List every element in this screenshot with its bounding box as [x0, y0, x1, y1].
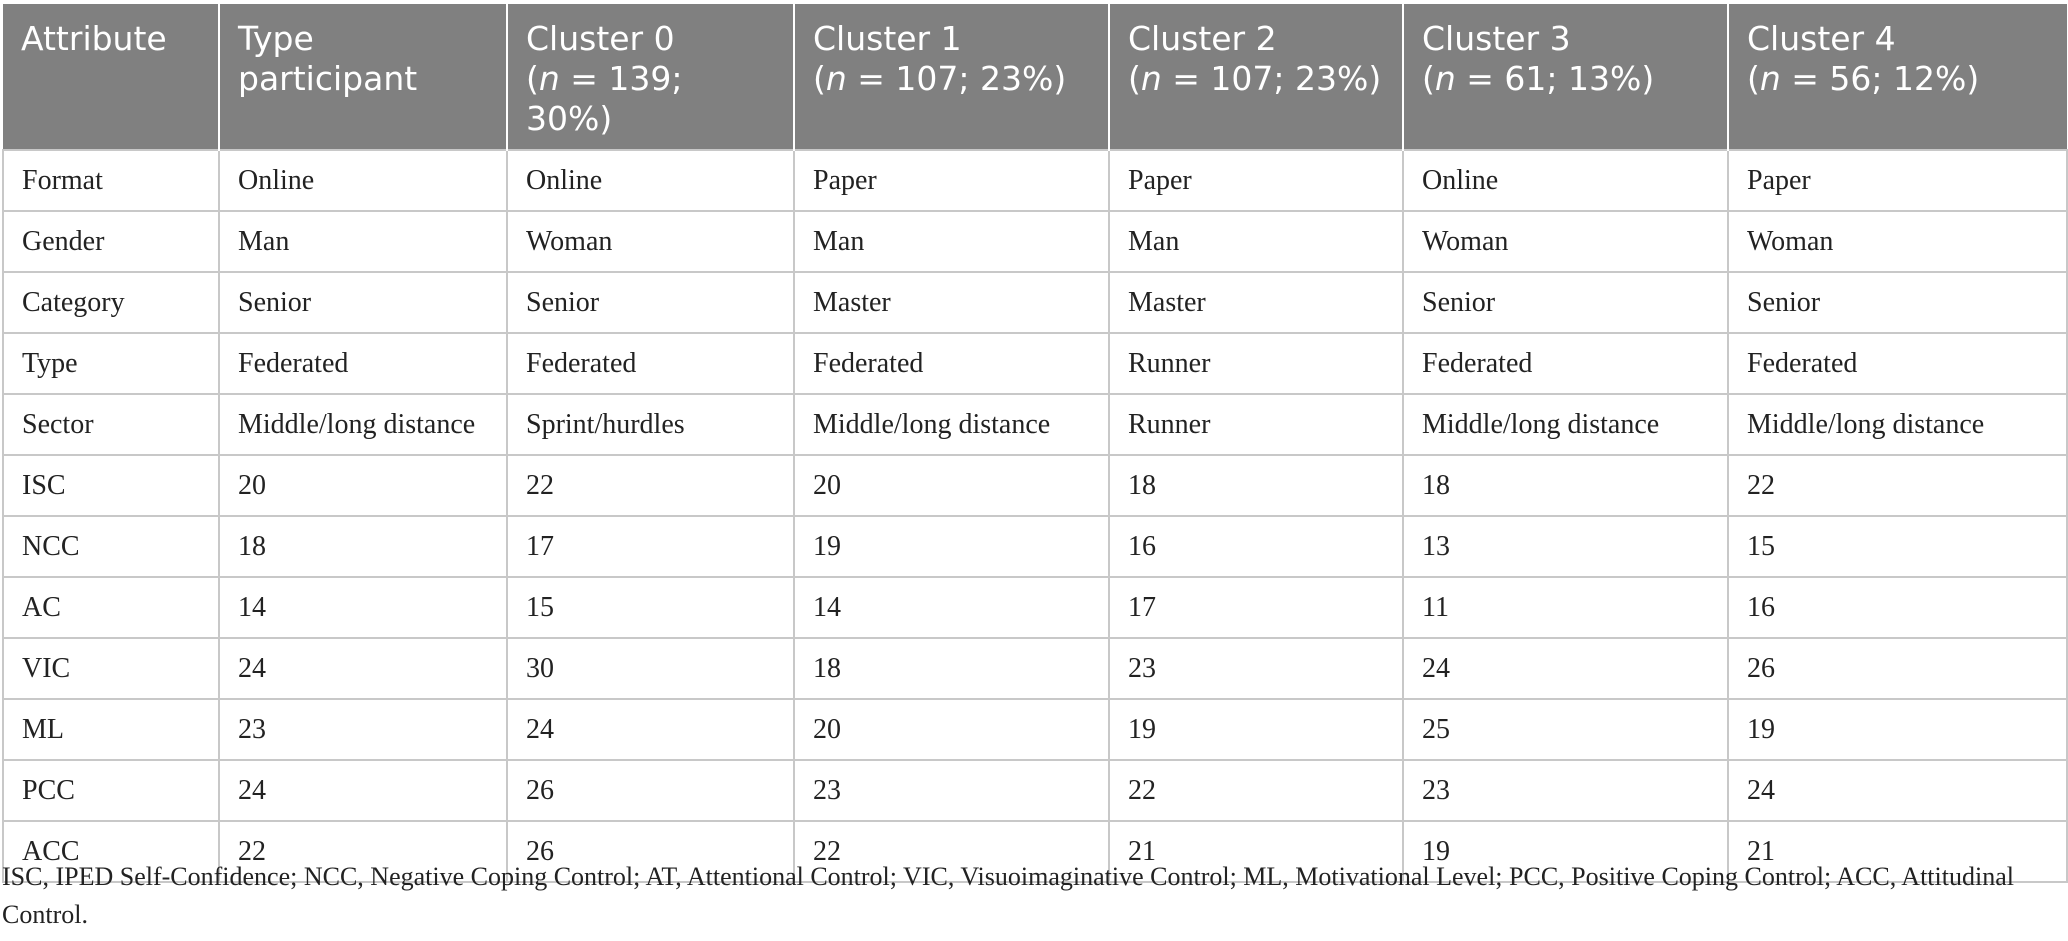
cluster-table-container: [2, 4, 2066, 883]
column-header-line2: (: [1747, 59, 1760, 98]
table-cell: Middle/long distance: [794, 394, 1109, 455]
column-header-line1: Attribute: [21, 19, 167, 58]
sample-size-symbol: n: [1759, 59, 1781, 98]
table-cell: Woman: [1728, 211, 2067, 272]
column-header: [1728, 4, 2067, 150]
table-cell: Woman: [507, 211, 794, 272]
table-row: [3, 394, 2067, 455]
table-cell: Senior: [219, 272, 507, 333]
table-cell: Senior: [1728, 272, 2067, 333]
table-cell: Federated: [1403, 333, 1728, 394]
table-cell: 14: [219, 577, 507, 638]
cluster-table: [2, 4, 2068, 883]
row-attribute-label: VIC: [3, 638, 219, 699]
table-cell: Middle/long distance: [1728, 394, 2067, 455]
table-cell: 24: [1728, 760, 2067, 821]
table-cell: 16: [1728, 577, 2067, 638]
table-header: [3, 4, 2067, 150]
column-header-line1: Cluster 4: [1747, 19, 1896, 58]
table-row: [3, 638, 2067, 699]
table-row: [3, 150, 2067, 211]
table-cell: 22: [794, 821, 1109, 882]
table-cell: 22: [1109, 760, 1403, 821]
table-cell: 14: [794, 577, 1109, 638]
column-header-line2: (: [813, 59, 826, 98]
row-attribute-label: ACC: [3, 821, 219, 882]
table-cell: 21: [1728, 821, 2067, 882]
table-row: [3, 577, 2067, 638]
row-attribute-label: Sector: [3, 394, 219, 455]
table-cell: Woman: [1403, 211, 1728, 272]
table-row: [3, 760, 2067, 821]
table-cell: 13: [1403, 516, 1728, 577]
table-cell: Man: [1109, 211, 1403, 272]
table-cell: 23: [1109, 638, 1403, 699]
table-cell: 24: [1403, 638, 1728, 699]
table-cell: 11: [1403, 577, 1728, 638]
table-cell: 18: [1403, 455, 1728, 516]
row-attribute-label: Format: [3, 150, 219, 211]
table-cell: 17: [1109, 577, 1403, 638]
header-row: [3, 4, 2067, 150]
column-header-line2: (: [1128, 59, 1141, 98]
table-cell: 24: [219, 638, 507, 699]
table-cell: 26: [507, 760, 794, 821]
row-attribute-label: NCC: [3, 516, 219, 577]
column-header: [219, 4, 507, 150]
table-cell: 19: [1109, 699, 1403, 760]
table-cell: 23: [1403, 760, 1728, 821]
table-cell: Paper: [1728, 150, 2067, 211]
table-cell: Man: [219, 211, 507, 272]
table-cell: Sprint/hurdles: [507, 394, 794, 455]
sample-size-symbol: n: [1434, 59, 1456, 98]
table-cell: 30: [507, 638, 794, 699]
table-footnote: ISC, IPED Self-Confidence; NCC, Negative Coping Control; AT, Attentional Control; VIC, Visuoimaginative Control; ML, Motivational Level; PCC, Positive Coping Control; ACC, Attitudinal Control.: [2, 862, 2014, 929]
table-cell: Man: [794, 211, 1109, 272]
table-cell: 22: [507, 455, 794, 516]
table-cell: 18: [1109, 455, 1403, 516]
table-cell: 20: [219, 455, 507, 516]
table-cell: Senior: [1403, 272, 1728, 333]
table-cell: 15: [507, 577, 794, 638]
table-cell: 19: [1403, 821, 1728, 882]
table-cell: 17: [507, 516, 794, 577]
table-row: [3, 455, 2067, 516]
table-cell: 20: [794, 699, 1109, 760]
sample-size-symbol: n: [538, 59, 560, 98]
table-cell: 25: [1403, 699, 1728, 760]
table-cell: 20: [794, 455, 1109, 516]
table-cell: Paper: [794, 150, 1109, 211]
sample-size-value: = 107; 23%): [846, 59, 1067, 98]
table-cell: 26: [507, 821, 794, 882]
sample-size-value: = 61; 13%): [1455, 59, 1655, 98]
table-cell: Runner: [1109, 394, 1403, 455]
table-cell: 16: [1109, 516, 1403, 577]
row-attribute-label: PCC: [3, 760, 219, 821]
column-header: [1403, 4, 1728, 150]
row-attribute-label: Type: [3, 333, 219, 394]
table-cell: Paper: [1109, 150, 1403, 211]
table-body: [3, 150, 2067, 882]
table-cell: Online: [1403, 150, 1728, 211]
table-cell: 21: [1109, 821, 1403, 882]
column-header-line1: Type: [238, 19, 314, 58]
table-cell: Online: [507, 150, 794, 211]
table-cell: 18: [794, 638, 1109, 699]
column-header-line2: participant: [238, 59, 418, 98]
row-attribute-label: Category: [3, 272, 219, 333]
table-cell: 24: [507, 699, 794, 760]
table-cell: 19: [1728, 699, 2067, 760]
table-cell: 26: [1728, 638, 2067, 699]
row-attribute-label: ML: [3, 699, 219, 760]
column-header-line1: Cluster 1: [813, 19, 962, 58]
table-cell: 23: [219, 699, 507, 760]
column-header-line1: Cluster 2: [1128, 19, 1277, 58]
table-cell: Federated: [507, 333, 794, 394]
table-cell: Middle/long distance: [1403, 394, 1728, 455]
table-cell: 24: [219, 760, 507, 821]
column-header: [794, 4, 1109, 150]
table-row: [3, 516, 2067, 577]
sample-size-value: = 56; 12%): [1780, 59, 1980, 98]
table-cell: Master: [794, 272, 1109, 333]
table-cell: Master: [1109, 272, 1403, 333]
table-cell: Federated: [219, 333, 507, 394]
row-attribute-label: AC: [3, 577, 219, 638]
column-header-line2: (: [1422, 59, 1435, 98]
table-cell: Federated: [1728, 333, 2067, 394]
column-header: [3, 4, 219, 150]
table-row: [3, 699, 2067, 760]
column-header-line1: Cluster 0: [526, 19, 675, 58]
row-attribute-label: ISC: [3, 455, 219, 516]
table-cell: 15: [1728, 516, 2067, 577]
sample-size-value: = 139; 30%): [526, 59, 683, 138]
table-cell: Middle/long distance: [219, 394, 507, 455]
column-header-line1: Cluster 3: [1422, 19, 1571, 58]
table-cell: Senior: [507, 272, 794, 333]
table-cell: Online: [219, 150, 507, 211]
table-row: [3, 211, 2067, 272]
sample-size-symbol: n: [825, 59, 847, 98]
table-cell: 22: [219, 821, 507, 882]
table-cell: 23: [794, 760, 1109, 821]
table-row: [3, 333, 2067, 394]
table-row: [3, 272, 2067, 333]
table-cell: Federated: [794, 333, 1109, 394]
table-cell: 22: [1728, 455, 2067, 516]
column-header: [507, 4, 794, 150]
column-header-line2: (: [526, 59, 539, 98]
sample-size-symbol: n: [1140, 59, 1162, 98]
column-header: [1109, 4, 1403, 150]
row-attribute-label: Gender: [3, 211, 219, 272]
table-cell: Runner: [1109, 333, 1403, 394]
table-cell: 18: [219, 516, 507, 577]
sample-size-value: = 107; 23%): [1161, 59, 1382, 98]
table-cell: 19: [794, 516, 1109, 577]
